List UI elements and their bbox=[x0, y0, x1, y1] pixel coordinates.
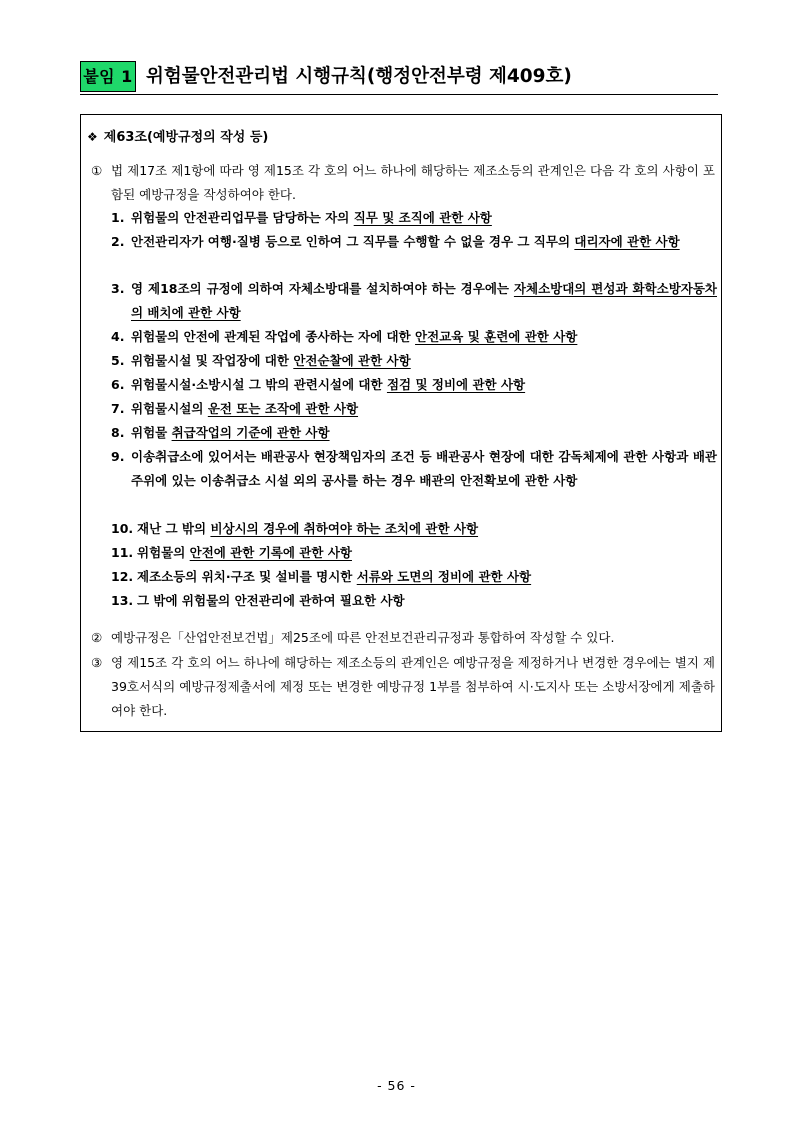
list-item bbox=[111, 349, 717, 373]
list-item bbox=[111, 277, 717, 325]
list-item-text bbox=[131, 445, 717, 493]
list-item-underlined-text: 직무 및 조직에 관한 사항 bbox=[353, 210, 492, 225]
paragraph-2 bbox=[91, 626, 715, 650]
list-item-text bbox=[131, 277, 717, 325]
list-item-text bbox=[131, 206, 717, 230]
paragraph-1 bbox=[91, 159, 715, 207]
list-item-plain-text: 영 제18조의 규정에 의하여 자체소방대를 설치하여야 하는 경우에는 bbox=[131, 281, 514, 296]
list-item-underlined-text: 취급작업의 기준에 관한 사항 bbox=[171, 425, 330, 440]
list-item bbox=[111, 541, 717, 565]
list-item-plain-text: 재난 그 밖의 bbox=[137, 521, 211, 536]
list-item bbox=[111, 325, 717, 349]
list-item bbox=[111, 373, 717, 397]
list-item bbox=[111, 589, 717, 613]
page-number: - 56 - bbox=[377, 1078, 416, 1093]
list-item-text bbox=[131, 397, 717, 421]
list-item-plain-text: 위험물의 안전관리업무를 담당하는 자의 bbox=[131, 210, 354, 225]
list-item-underlined-text: 안전에 관한 기록에 관한 사항 bbox=[189, 545, 352, 560]
list-item-underlined-text: 안전교육 및 훈련에 관한 사항 bbox=[415, 329, 578, 344]
list-item bbox=[111, 230, 717, 254]
list-item-plain-text: 제조소등의 위치·구조 및 설비를 명시한 bbox=[137, 569, 357, 584]
list-item-plain-text: 이송취급소에 있어서는 배관공사 현장책임자의 조건 등 배관공사 현장에 대한 감독체제에 관한 사항과 배관주위에 있는 이송취급소 시설 외의 공사를 하는 경우 배관의 안전확보에 관한 사항 bbox=[131, 449, 717, 488]
diamond-bullet-icon: ❖ bbox=[87, 130, 98, 144]
list-item-plain-text: 위험물 bbox=[131, 425, 172, 440]
list-item-number: 8. bbox=[111, 425, 125, 440]
paragraph-number: ③ bbox=[91, 655, 103, 670]
list-item-text bbox=[137, 565, 717, 589]
paragraph-number: ① bbox=[91, 163, 103, 178]
paragraph-number: ② bbox=[91, 630, 103, 645]
list-item bbox=[111, 517, 717, 541]
list-item-number: 7. bbox=[111, 401, 125, 416]
list-item-text bbox=[137, 541, 717, 565]
list-item bbox=[111, 565, 717, 589]
list-item bbox=[111, 397, 717, 421]
paragraph-text: 법 제17조 제1항에 따라 영 제15조 각 호의 어느 하나에 해당하는 제조소등의 관계인은 다음 각 호의 사항이 포함된 예방규정을 작성하여야 한다. bbox=[111, 163, 715, 202]
list-item-number: 1. bbox=[111, 210, 125, 225]
document-title: 위험물안전관리법 시행규칙(행정안전부령 제409호) bbox=[146, 66, 572, 87]
list-item-underlined-text: 자체소방대의 편성과 화학소방자동차의 배치에 관한 사항 bbox=[131, 281, 717, 320]
list-item-plain-text: 위험물시설·소방시설 그 밖의 관련시설에 대한 bbox=[131, 377, 387, 392]
list-item-text bbox=[131, 230, 717, 254]
list-item bbox=[111, 445, 717, 493]
paragraph-text: 영 제15조 각 호의 어느 하나에 해당하는 제조소등의 관계인은 예방규정을 제정하거나 변경한 경우에는 별지 제39호서식의 예방규정제출서에 제정 또는 변경한 예방규정 1부를 첨부하여 시·도지사 또는 소방서장에게 제출하여야 한다. bbox=[111, 655, 715, 718]
list-item-underlined-text: 점검 및 정비에 관한 사항 bbox=[386, 377, 526, 392]
list-item-text bbox=[131, 349, 717, 373]
document-header bbox=[80, 61, 718, 95]
list-item-text bbox=[137, 517, 717, 541]
list-item-number: 5. bbox=[111, 353, 125, 368]
paragraph-text: 예방규정은「산업안전보건법」제25조에 따른 안전보건관리규정과 통합하여 작성할 수 있다. bbox=[111, 630, 615, 645]
list-item-plain-text: 위험물의 안전에 관계된 작업에 종사하는 자에 대한 bbox=[131, 329, 416, 344]
list-item-underlined-text: 대리자에 관한 사항 bbox=[574, 234, 680, 249]
paragraph-3 bbox=[91, 651, 715, 723]
list-item-number: 10. bbox=[111, 521, 134, 536]
section-heading bbox=[87, 126, 268, 145]
list-item-underlined-text: 서류와 도면의 정비에 관한 사항 bbox=[356, 569, 532, 584]
list-item-number: 12. bbox=[111, 569, 134, 584]
section-heading-text: 제63조(예방규정의 작성 등) bbox=[103, 130, 269, 145]
list-item-underlined-text: 비상시의 경우에 취하여야 하는 조치에 관한 사항 bbox=[210, 521, 479, 536]
list-item-plain-text: 그 밖에 위험물의 안전관리에 관하여 필요한 사항 bbox=[137, 593, 405, 608]
list-item-number: 2. bbox=[111, 234, 125, 249]
attachment-badge: 붙임 1 bbox=[80, 61, 136, 92]
list-item-plain-text: 안전관리자가 여행·질병 등으로 인하여 그 직무를 수행할 수 없을 경우 그 직무의 bbox=[131, 234, 575, 249]
list-item-text bbox=[131, 421, 717, 445]
regulation-box bbox=[80, 114, 722, 732]
list-item-plain-text: 위험물의 bbox=[137, 545, 190, 560]
list-item-plain-text: 위험물시설의 bbox=[131, 401, 208, 416]
list-item bbox=[111, 421, 717, 445]
list-item-number: 3. bbox=[111, 281, 125, 296]
list-item-number: 11. bbox=[111, 545, 134, 560]
list-item-text bbox=[131, 373, 717, 397]
list-item-number: 6. bbox=[111, 377, 125, 392]
list-item-text bbox=[131, 325, 717, 349]
list-item bbox=[111, 206, 717, 230]
list-item-number: 4. bbox=[111, 329, 125, 344]
list-item-number: 9. bbox=[111, 449, 125, 464]
list-item-text bbox=[137, 589, 717, 613]
list-item-underlined-text: 안전순찰에 관한 사항 bbox=[293, 353, 411, 368]
list-item-underlined-text: 운전 또는 조작에 관한 사항 bbox=[207, 401, 359, 416]
list-item-number: 13. bbox=[111, 593, 134, 608]
list-item-plain-text: 위험물시설 및 작업장에 대한 bbox=[131, 353, 294, 368]
